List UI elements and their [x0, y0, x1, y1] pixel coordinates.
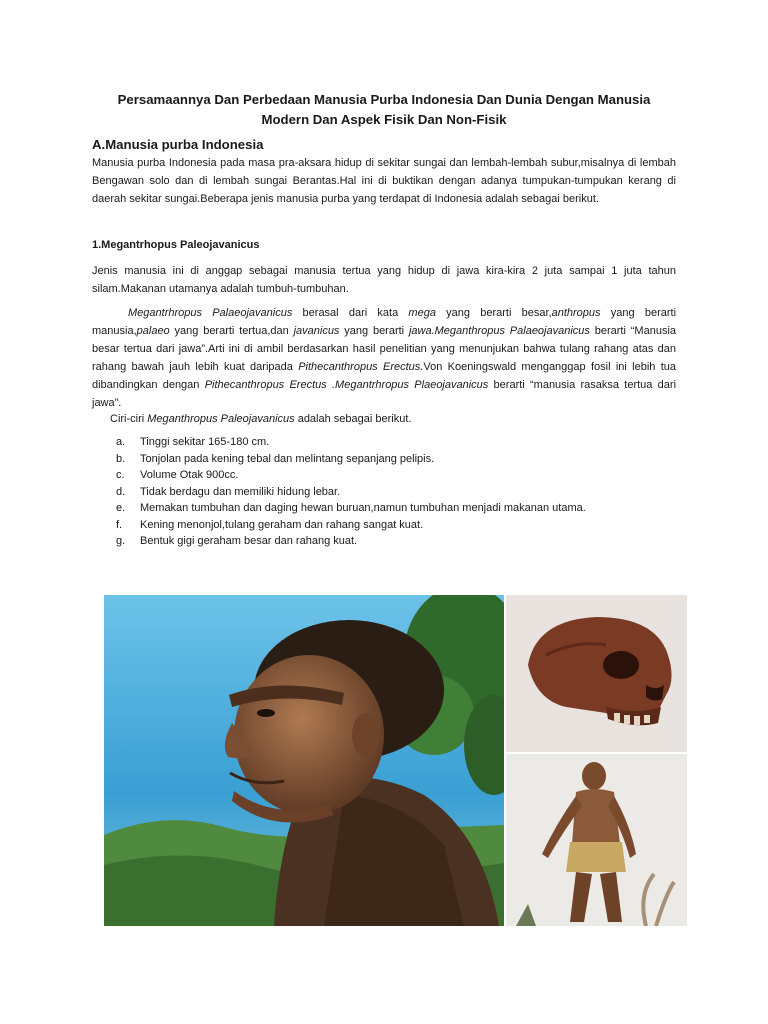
etymology-text: yang berarti tertua,dan [169, 325, 294, 337]
list-item [116, 434, 676, 451]
figure-collage [104, 595, 687, 926]
list-item [116, 500, 676, 517]
list-item-text: Memakan tumbuhan dan daging hewan buruan,namun tumbuhan menjadi makanan utama. [140, 502, 586, 514]
species-subheading: 1.Megantrhopus Paleojavanicus [92, 239, 260, 251]
etymology-text: Pithecanthropus Erectus. [298, 361, 424, 373]
list-item-text: Tidak berdagu dan memiliki hidung lebar. [140, 485, 341, 498]
list-item-text: Kening menonjol,tulang geraham dan rahang sangat kuat. [140, 518, 424, 531]
etymology-text: yang berarti besar, [435, 307, 552, 319]
list-marker: g. [116, 535, 126, 547]
intro-paragraph: Manusia purba Indonesia pada masa pra-aksara hidup di sekitar sungai dan lembah-lembah subur,misalnya di lembah Bengawan solo dan di lembah sungai Berantas.Hal ini di buktikan dengan adanya tumpukan-tumpukan kerang di daerah sekitar sungai.Beberapa jenis manusia purba yang terdapat di Indonesia adalah sebagai berikut. [92, 157, 676, 205]
list-item-text: Tinggi sekitar 165-180 cm. [140, 436, 270, 448]
list-marker: a. [116, 436, 126, 448]
list-marker: f. [116, 518, 123, 531]
page-title: Persamaannya Dan Perbedaan Manusia Purba Indonesia Dan Dunia Dengan Manusia Modern Dan Aspek Fisik Dan Non-Fisik [117, 92, 651, 127]
species-description: Jenis manusia ini di anggap sebagai manusia tertua yang hidup di jawa kira-kira 2 juta sampai 1 juta tahun silam.Makanan utamanya adalah tumbuh-tumbuhan. [92, 265, 676, 295]
list-marker: c. [116, 469, 125, 481]
etymology-text: berarti “manusia rasaksa tertua dari jawa”. [92, 379, 677, 409]
etymology-text: mega [408, 307, 436, 319]
list-item [116, 533, 676, 550]
etymology-text: yang berarti [339, 325, 409, 337]
traits-intro-text: Ciri-ciri [110, 413, 148, 425]
fossil-skull-image [506, 595, 687, 752]
list-item [116, 517, 676, 534]
section-heading: A.Manusia purba Indonesia [92, 137, 264, 152]
traits-list [116, 434, 676, 550]
list-item [116, 451, 676, 468]
list-item [116, 467, 676, 484]
traits-intro-text: adalah sebagai berikut. [294, 413, 412, 425]
etymology-text: Von Koeningswald menganggap fosil ini lebih tua dibandingkan dengan [92, 361, 676, 391]
list-marker: b. [116, 452, 126, 465]
etymology-text: palaeo [136, 325, 170, 337]
traits-intro [110, 410, 411, 428]
etymology-text: yang berarti manusia, [92, 307, 677, 337]
list-item-text: Volume Otak 900cc. [140, 469, 239, 481]
hominid-statue-image [506, 754, 687, 926]
etymology-paragraph [92, 304, 676, 412]
traits-intro-species: Meganthropus Paleojavanicus [147, 413, 295, 425]
list-item-text: Bentuk gigi geraham besar dan rahang kuat. [140, 535, 358, 547]
list-item [116, 484, 676, 501]
list-item-text: Tonjolan pada kening tebal dan melintang sepanjang pelipis. [140, 452, 435, 465]
etymology-text: javanicus [293, 325, 340, 337]
etymology-text: jawa.Meganthropus Palaeojavanicus [408, 325, 590, 337]
etymology-text: Megantrhropus Palaeojavanicus [128, 307, 293, 319]
etymology-text: berarti “Manusia besar tertua dari jawa”.Arti ini di ambil berdasarkan hasil penelitian yang menunjukan bahwa tulang rahang atas dan rahang bawah jauh lebih kuat daripada [92, 325, 677, 373]
list-marker: d. [116, 485, 126, 498]
etymology-text: berasal dari kata [292, 307, 409, 319]
list-marker: e. [116, 502, 126, 514]
hominid-portrait-image [104, 595, 504, 926]
etymology-text: Pithecanthropus Erectus .Megantrhropus Plaeojavanicus [204, 379, 489, 391]
etymology-text: anthropus [551, 307, 601, 319]
